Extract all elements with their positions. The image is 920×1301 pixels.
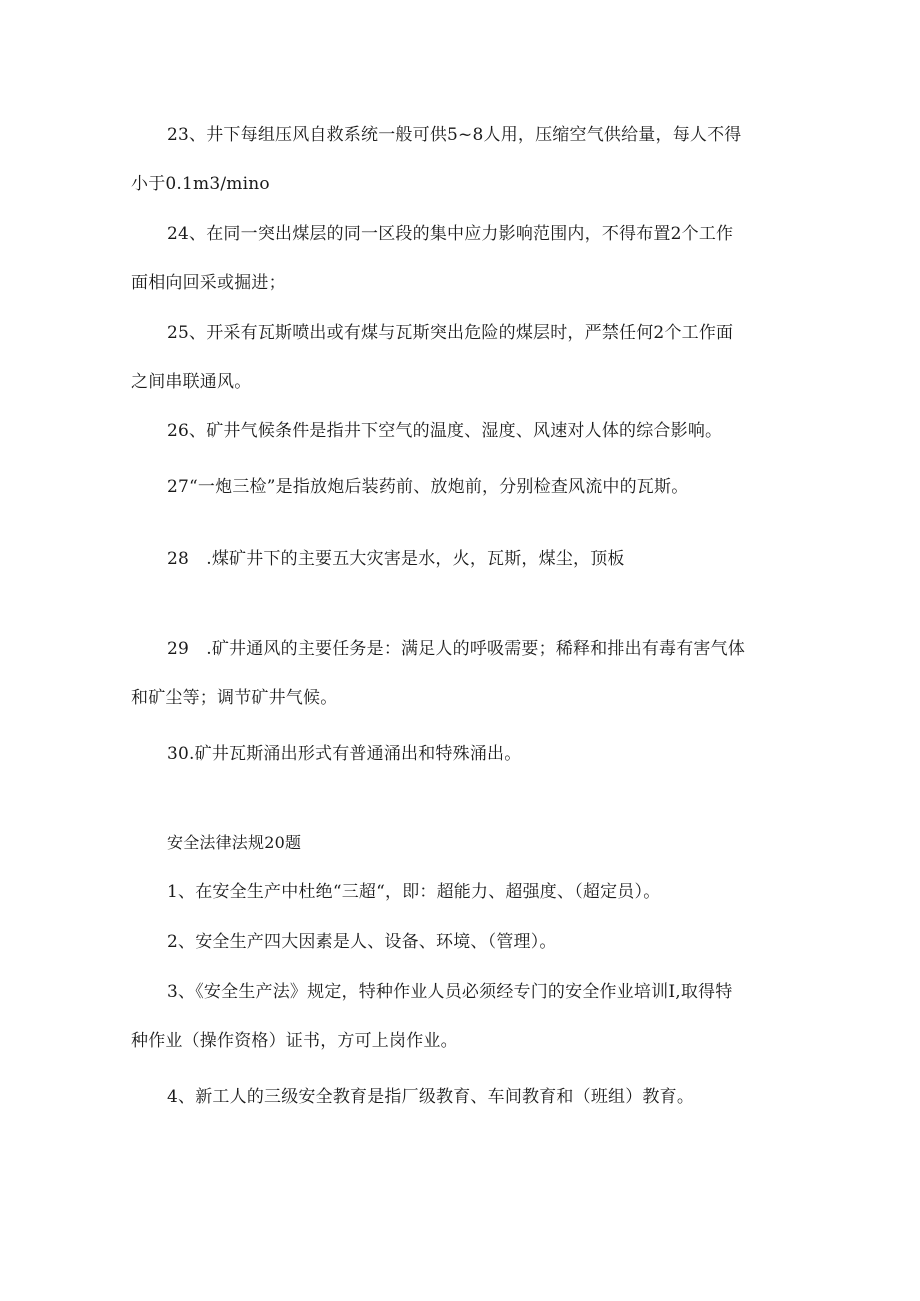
item-23-line-1: 23、井下每组压风自救系统一般可供5~8人用，压缩空气供给量，每人不得 xyxy=(167,125,742,145)
item-23-line-2: 小于0.1m3∕mino xyxy=(131,174,270,194)
item-29-line-1: 29 .矿井通风的主要任务是：满足人的呼吸需要；稀释和排出有毒有害气体 xyxy=(167,639,746,659)
section-heading: 安全法律法规20题 xyxy=(167,833,302,852)
law-item-1-line-1: 1、在安全生产中杜绝“三超“，即：超能力、超强度、（超定员）。 xyxy=(167,882,661,902)
item-30-line-1: 30.矿井瓦斯涌出形式有普通涌出和特殊涌出。 xyxy=(167,744,522,764)
item-26-line-1: 26、矿井气候条件是指井下空气的温度、湿度、风速对人体的综合影响。 xyxy=(167,421,723,441)
item-24-line-2: 面相向回采或掘进； xyxy=(131,273,286,293)
law-item-4-line-1: 4、新工人的三级安全教育是指厂级教育、车间教育和（班组）教育。 xyxy=(167,1087,695,1107)
item-25-line-2: 之间串联通风。 xyxy=(131,372,252,392)
law-item-2-line-1: 2、安全生产四大因素是人、设备、环境、（管理）。 xyxy=(167,932,557,952)
item-25-line-1: 25、开采有瓦斯喷出或有煤与瓦斯突出危险的煤层时，严禁任何2个工作面 xyxy=(167,323,734,343)
item-24-line-1: 24、在同一突出煤层的同一区段的集中应力影响范围内，不得布置2个工作 xyxy=(167,224,734,244)
law-item-3-line-1: 3、《安全生产法》规定，特种作业人员必须经专门的安全作业培训I,取得特 xyxy=(167,982,733,1002)
item-28-line-1: 28 .煤矿井下的主要五大灾害是水，火，瓦斯，煤尘，顶板 xyxy=(167,549,625,569)
item-27-line-1: 27“一炮三检”是指放炮后装药前、放炮前，分别检查风流中的瓦斯。 xyxy=(167,477,689,497)
law-item-3-line-2: 种作业（操作资格）证书，方可上岗作业。 xyxy=(131,1031,458,1051)
item-29-line-2: 和矿尘等；调节矿井气候。 xyxy=(131,688,338,708)
